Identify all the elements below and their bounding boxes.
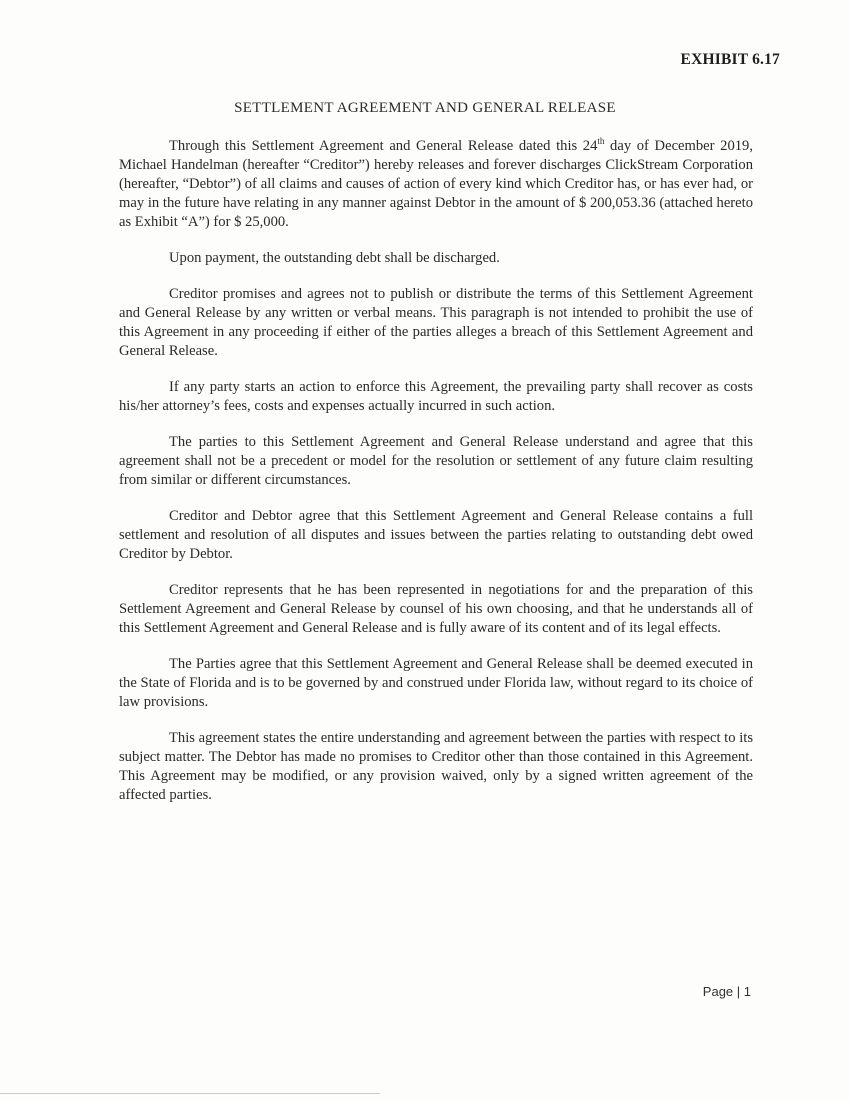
exhibit-label: EXHIBIT 6.17 bbox=[680, 51, 780, 68]
paragraph-enforcement: If any party starts an action to enforce this Agreement, the prevailing party shall recover as costs his/her attorney’s fees, costs and expenses actually incurred in such action. bbox=[119, 379, 753, 414]
paragraph-representation: Creditor represents that he has been represented in negotiations for and the preparation of this Settlement Agreement and General Release by counsel of his own choosing, and that he understands all of this Settlement Agreement and General Release and is fully aware of its content and of its legal effects. bbox=[119, 582, 753, 636]
paragraph-opening-text: Through this Settlement Agreement and General Release dated this 24 bbox=[169, 138, 598, 154]
agreement-body bbox=[119, 137, 753, 822]
paragraph-entire-agreement: This agreement states the entire understanding and agreement between the parties with respect to its subject matter. The Debtor has made no promises to Creditor other than those contained in this Agreement. This Agreement may be modified, or any provision waived, only by a signed written agreement of the affected parties. bbox=[119, 730, 753, 803]
paragraph-governing-law: The Parties agree that this Settlement Agreement and General Release shall be deemed executed in the State of Florida and is to be governed by and construed under Florida law, without regard to its choice of law provisions. bbox=[119, 656, 753, 710]
paragraph-full-settlement: Creditor and Debtor agree that this Settlement Agreement and General Release contains a full settlement and resolution of all disputes and issues between the parties relating to outstanding debt owed Creditor by Debtor. bbox=[119, 508, 753, 562]
paragraph-discharge: Upon payment, the outstanding debt shall be discharged. bbox=[169, 250, 500, 266]
paragraph-precedent: The parties to this Settlement Agreement and General Release understand and agree that this agreement shall not be a precedent or model for the resolution or settlement of any future claim resulting from similar or different circumstances. bbox=[119, 434, 753, 488]
scan-artifact-line bbox=[0, 1093, 380, 1094]
document-title: SETTLEMENT AGREEMENT AND GENERAL RELEASE bbox=[234, 100, 616, 116]
paragraph-opening-text-cont: day of December 2019, Michael Handelman (hereafter “Creditor”) hereby releases and forever discharges ClickStream Corporation (hereafter, “Debtor”) of all claims and causes of action of every kind which Creditor has, or has ever had, or may in the future have relating in any manner against Debtor in the amount of $ 200,053.36 (attached hereto as Exhibit “A”) for $ 25,000. bbox=[119, 138, 753, 230]
page-number: Page | 1 bbox=[702, 984, 751, 999]
paragraph-opening bbox=[119, 137, 753, 232]
paragraph-confidentiality: Creditor promises and agrees not to publish or distribute the terms of this Settlement Agreement and General Release by any written or verbal means. This paragraph is not intended to prohibit the use of this Agreement in any proceeding if either of the parties alleges a breach of this Settlement Agreement and General Release. bbox=[119, 286, 753, 359]
ordinal-suffix: th bbox=[597, 136, 605, 147]
